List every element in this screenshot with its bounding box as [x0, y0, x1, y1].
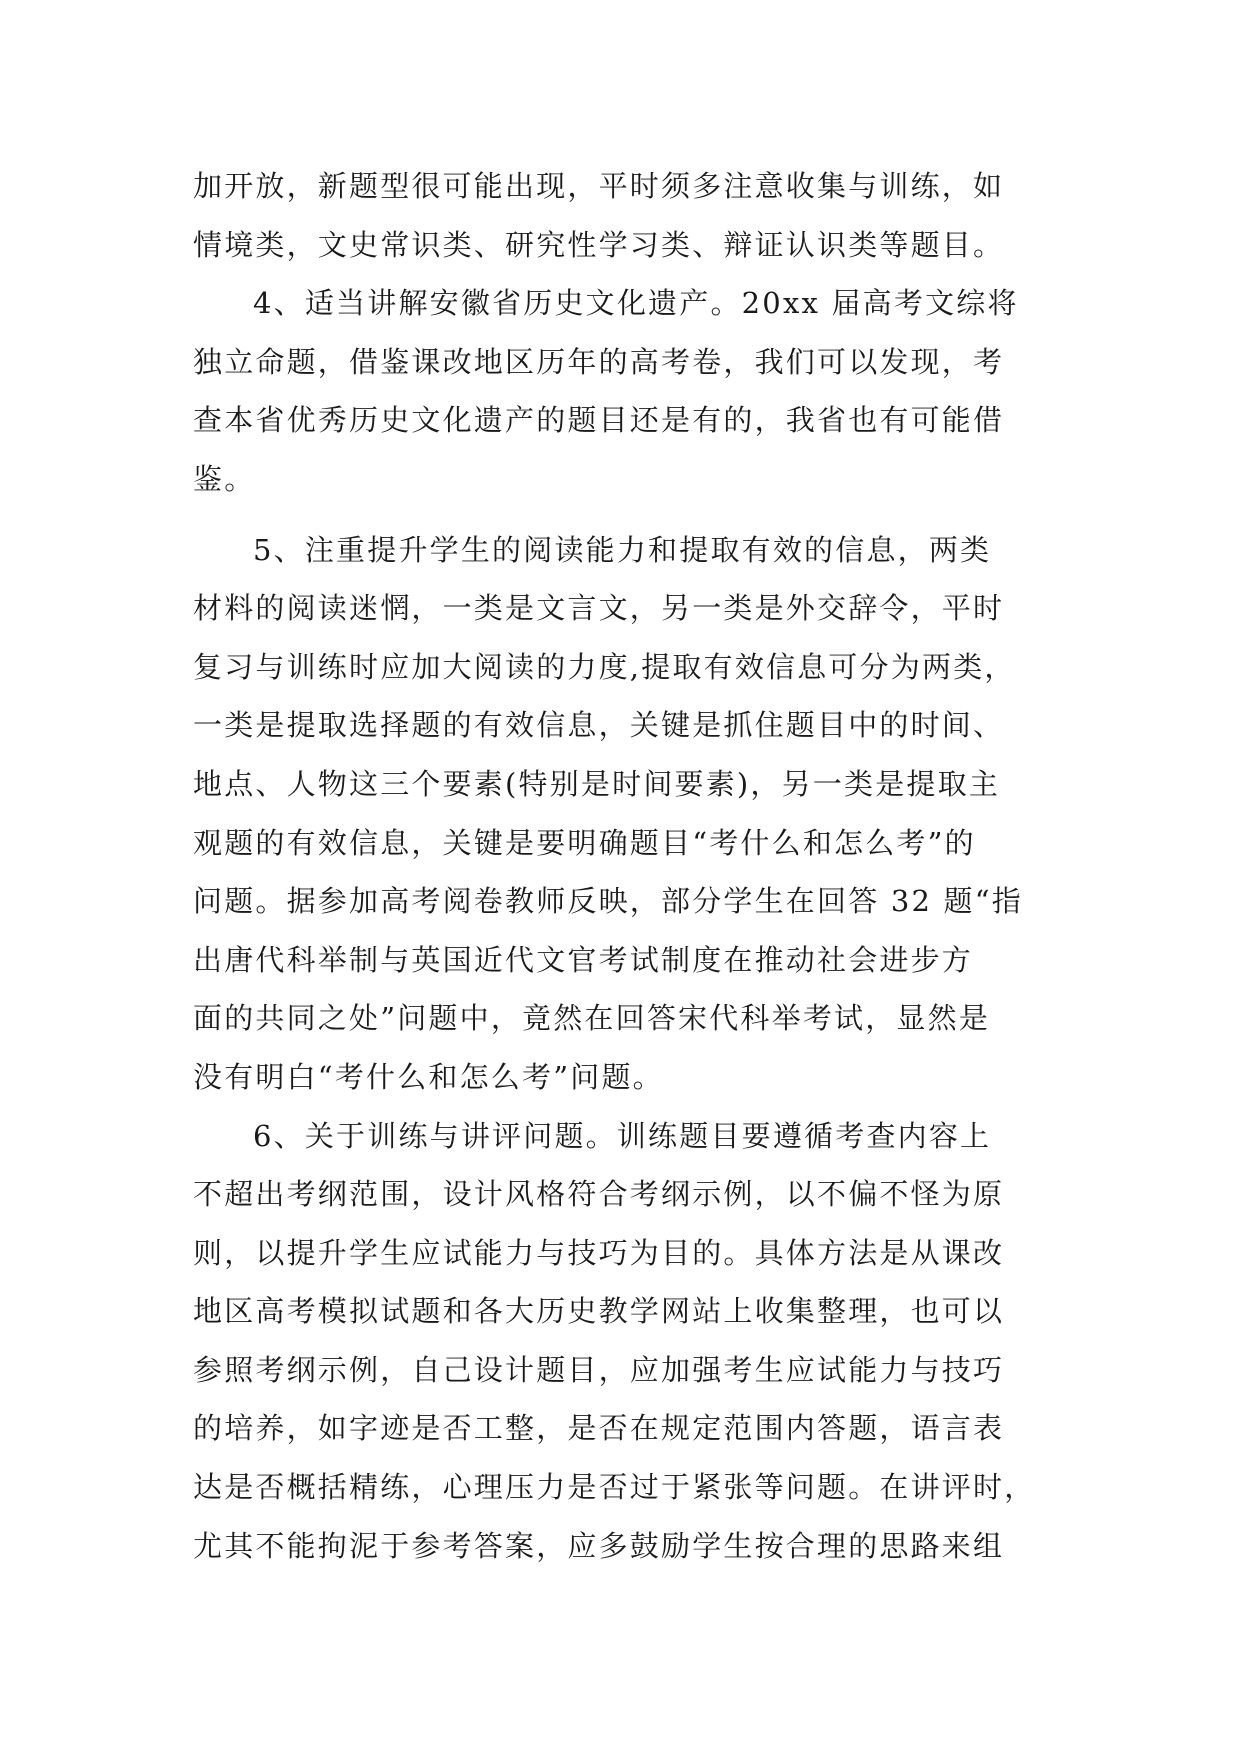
text-line: 加开放，新题型很可能出现，平时须多注意收集与训练，如 [193, 169, 1005, 203]
text-line: 达是否概括精练，心理压力是否过于紧张等问题。在讲评时， [193, 1470, 1036, 1505]
paragraph [193, 521, 1059, 1107]
text-line: 地点、人物这三个要素(特别是时间要素)，另一类是提取主 [193, 766, 1001, 801]
text-line: 参照考纲示例，自己设计题目，应加强考生应试能力与技巧 [193, 1352, 1005, 1387]
text-line: 鉴。 [193, 461, 256, 496]
text-line: 情境类，文史常识类、研究性学习类、辩证认识类等题目。 [193, 227, 1005, 262]
document-page [193, 157, 1059, 1575]
text-line: 复习与训练时应加大阅读的力度,提取有效信息可分为两类， [193, 649, 1016, 684]
paragraph [193, 157, 1059, 274]
text-line: 独立命题，借鉴课改地区历年的高考卷，我们可以发现，考 [193, 344, 1005, 379]
paragraph [193, 1107, 1059, 1576]
text-line: 出唐代科举制与英国近代文官考试制度在推动社会进步方 [193, 942, 974, 977]
paragraph [193, 274, 1059, 508]
text-line: 面的共同之处”问题中，竟然在回答宋代科举考试，显然是 [193, 1001, 991, 1036]
text-line: 问题。据参加高考阅卷教师反映，部分学生在回答 32 题“指 [193, 884, 1023, 919]
text-line: 一类是提取选择题的有效信息，关键是抓住题目中的时间、 [193, 708, 1005, 743]
paragraph-gap [193, 509, 1059, 521]
text-line: 的培养，如字迹是否工整，是否在规定范围内答题，语言表 [193, 1411, 1005, 1446]
text-line: 5、注重提升学生的阅读能力和提取有效的信息，两类 [253, 532, 992, 567]
text-line: 观题的有效信息，关键是要明确题目“考什么和怎么考”的 [193, 825, 976, 860]
text-line: 尤其不能拘泥于参考答案，应多鼓励学生按合理的思路来组 [193, 1528, 1005, 1563]
text-line: 材料的阅读迷惘，一类是文言文，另一类是外交辞令，平时 [193, 591, 1005, 626]
text-line: 不超出考纲范围，设计风格符合考纲示例，以不偏不怪为原 [193, 1177, 1005, 1212]
text-line: 没有明白“考什么和怎么考”问题。 [193, 1059, 664, 1094]
text-line: 6、关于训练与讲评问题。训练题目要遵循考查内容上 [253, 1118, 992, 1153]
text-line: 4、适当讲解安徽省历史文化遗产。20xx 届高考文综将 [253, 286, 1019, 321]
text-line: 地区高考模拟试题和各大历史教学网站上收集整理，也可以 [193, 1294, 1005, 1329]
text-line: 则，以提升学生应试能力与技巧为目的。具体方法是从课改 [193, 1235, 1005, 1270]
text-line: 查本省优秀历史文化遗产的题目还是有的，我省也有可能借 [193, 403, 1005, 438]
